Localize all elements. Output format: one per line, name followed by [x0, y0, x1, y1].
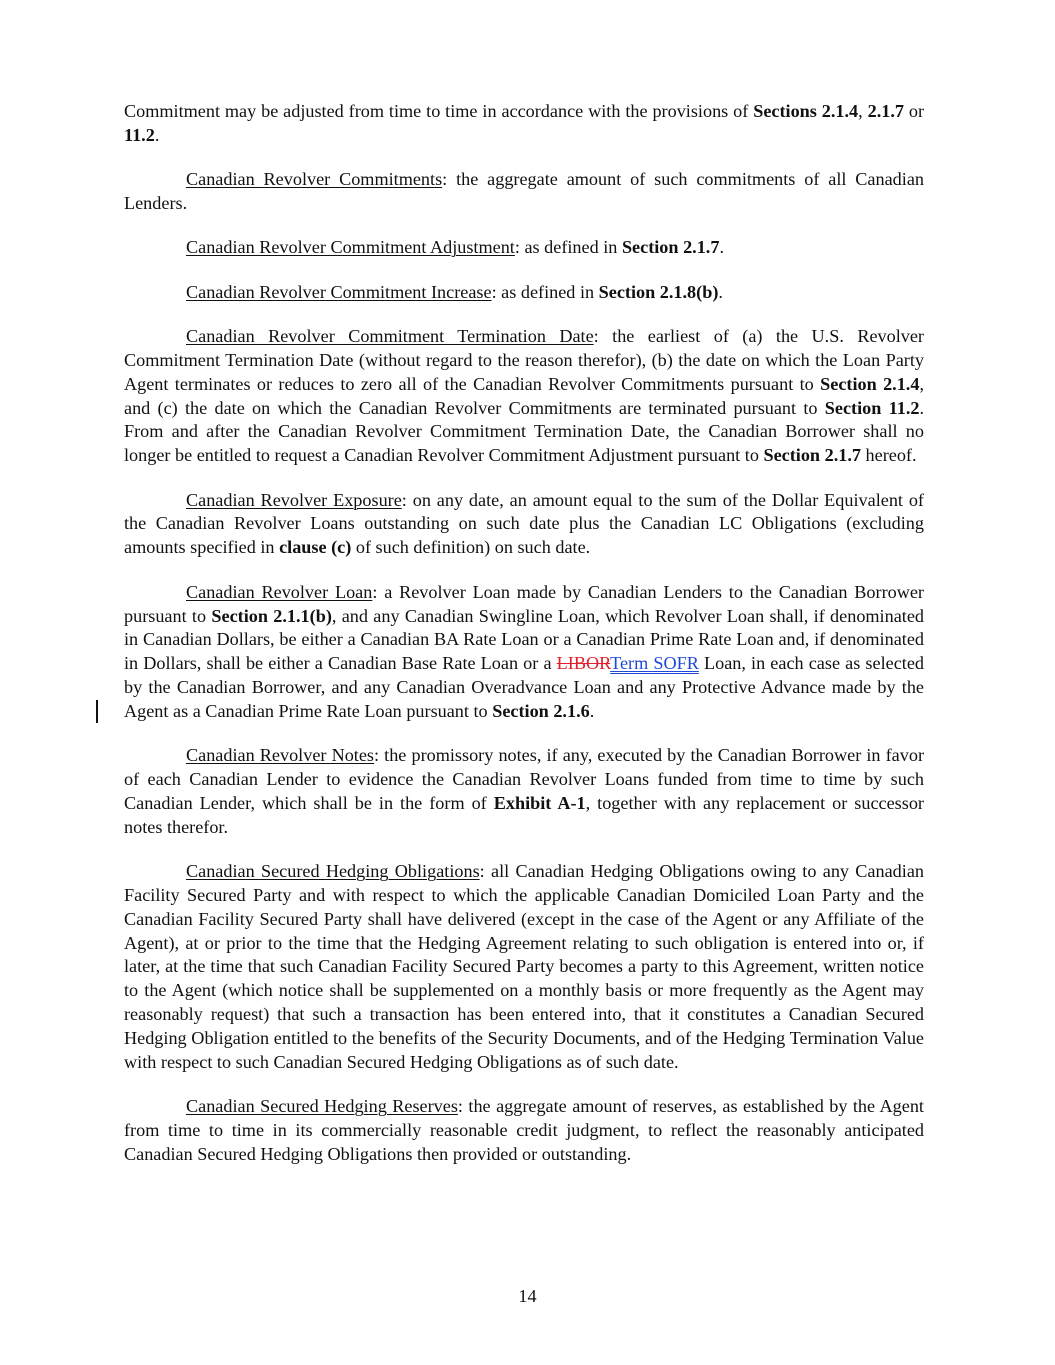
defined-term: Canadian Revolver Loan: [186, 581, 373, 602]
page-number: 14: [518, 1286, 537, 1306]
definition-canadian-revolver-notes: [124, 744, 924, 839]
definition-text: .: [589, 700, 595, 721]
definition-text: , and (c) the date on which the Canadian Revolver Commitments are terminated pursuant to: [124, 373, 924, 418]
definition-text: : on any date, an amount equal to the sum of the Dollar Equivalent of the Canadian Revolver Loans outstanding on such date plus the Canadian LC Obligations (excluding amounts specified in: [124, 489, 924, 558]
defined-term: Canadian Revolver Commitments: [186, 169, 443, 190]
section-reference: Section 2.1.6: [492, 700, 590, 721]
text-run: Commitment may be adjusted from time to time in accordance with the provisions of: [124, 101, 754, 121]
section-reference: Section 2.1.7: [763, 445, 861, 466]
definition-canadian-revolver-commitments: [124, 168, 924, 216]
section-reference: Section 11.2: [824, 397, 920, 418]
defined-term: Canadian Revolver Exposure: [186, 489, 402, 510]
definition-text: : all Canadian Hedging Obligations owing to any Canadian Facility Secured Party and with respect to which the applicable Canadian Domiciled Loan Party and the Canadian Facility Secured Party shall have delivered (except in the case of the Agent or any Affiliate of the Agent), at or prior to the time that the Hedging Agreement relating to such obligation is entered into or, if later, at the time that such Canadian Facility Secured Party becomes a party to this Agreement, written notice to the Agent (which notice shall be supplemented on a monthly basis or more frequently as the Agent may reasonably request) that such a transaction has been entered into, that it constitutes a Canadian Secured Hedging Obligation entitled to the benefits of the Security Documents, and of the Hedging Termination Value with respect to such Canadian Secured Hedging Obligations as of such date.: [124, 861, 924, 1072]
definition-text: , together with any replacement or successor notes therefor.: [124, 792, 924, 837]
text-run: .: [154, 124, 160, 145]
section-reference: Section 2.1.8(b): [598, 281, 719, 302]
definition-text: : as defined in: [514, 237, 622, 258]
definition-canadian-revolver-commitment-termination-date: [124, 325, 924, 468]
section-reference: 11.2: [124, 124, 155, 145]
defined-term: Canadian Revolver Commitment Adjustment: [186, 237, 515, 258]
section-reference: Section 2.1.4: [820, 373, 920, 394]
defined-term: Canadian Secured Hedging Reserves: [186, 1096, 458, 1117]
exhibit-reference: Exhibit A-1: [493, 792, 586, 813]
definition-canadian-revolver-exposure: [124, 489, 924, 561]
definition-text: : the aggregate amount of reserves, as established by the Agent from time to time in its commercially reasonable credit judgment, to reflect the reasonably anticipated Canadian Secured Hedging Obligations then provided or outstanding.: [124, 1096, 924, 1164]
tracked-insertion: Term SOFR: [610, 653, 699, 674]
document-page: [124, 100, 924, 1187]
tracked-deletion: LIBOR: [556, 653, 611, 674]
section-reference: Section 2.1.1(b): [211, 605, 332, 626]
clause-reference: clause (c): [279, 537, 352, 558]
definition-text: .: [719, 237, 724, 258]
definition-text: . From and after the Canadian Revolver Commitment Termination Date, the Canadian Borrower shall no longer be entitled to request a Canadian Revolver Commitment Adjustment pursuant to: [124, 397, 925, 466]
paragraph-commitment-continuation: [124, 100, 924, 148]
defined-term: Canadian Revolver Notes: [186, 745, 374, 766]
defined-term: Canadian Revolver Commitment Termination Date: [186, 326, 594, 347]
defined-term: Canadian Secured Hedging Obligations: [186, 861, 480, 882]
definition-text: : the promissory notes, if any, executed by the Canadian Borrower in favor of each Canadian Lender to evidence the Canadian Revolver Loans funded from time to time by such Canadian Lender, which shall be in the form of: [124, 745, 925, 813]
definition-text: Loan, in each case as selected by the Canadian Borrower, and any Canadian Overadvance Loan and any Protective Advance made by the Agent as a Canadian Prime Rate Loan pursuant to: [124, 653, 924, 721]
definition-text: , and any Canadian Swingline Loan, which Revolver Loan shall, if denominated in Canadian Dollars, be either a Canadian BA Rate Loan or a Canadian Prime Rate Loan and, if denominated in Dollars, shall be either a Canadian Base Rate Loan or a: [124, 605, 924, 674]
definition-text: : as defined in: [491, 281, 599, 302]
definition-canadian-revolver-commitment-increase: [124, 281, 924, 305]
defined-term: Canadian Revolver Commitment Increase: [186, 281, 492, 302]
section-reference: Section 2.1.7: [621, 237, 720, 258]
definition-text: : the earliest of (a) the U.S. Revolver Commitment Termination Date (without regard to the reason therefor), (b) the date on which the Loan Party Agent terminates or reduces to zero all of the Canadian Revolver Commitments pursuant to: [124, 326, 924, 394]
definition-text: : the aggregate amount of such commitments of all Canadian Lenders.: [124, 169, 924, 214]
definition-canadian-secured-hedging-obligations: [124, 860, 924, 1075]
section-reference: 2.1.7: [867, 101, 904, 121]
definition-text: of such definition) on such date.: [351, 537, 591, 558]
definition-canadian-revolver-commitment-adjustment: [124, 236, 924, 260]
definition-canadian-revolver-loan: [124, 581, 924, 724]
section-reference: Sections 2.1.4: [753, 101, 859, 121]
definition-text: : a Revolver Loan made by Canadian Lenders to the Canadian Borrower pursuant to: [124, 581, 924, 626]
revision-change-bar: [96, 700, 98, 723]
text-run: or: [903, 101, 925, 121]
definition-text: .: [718, 281, 723, 302]
definition-text: hereof.: [860, 445, 917, 466]
text-run: ,: [858, 101, 868, 121]
definition-canadian-secured-hedging-reserves: [124, 1095, 924, 1167]
